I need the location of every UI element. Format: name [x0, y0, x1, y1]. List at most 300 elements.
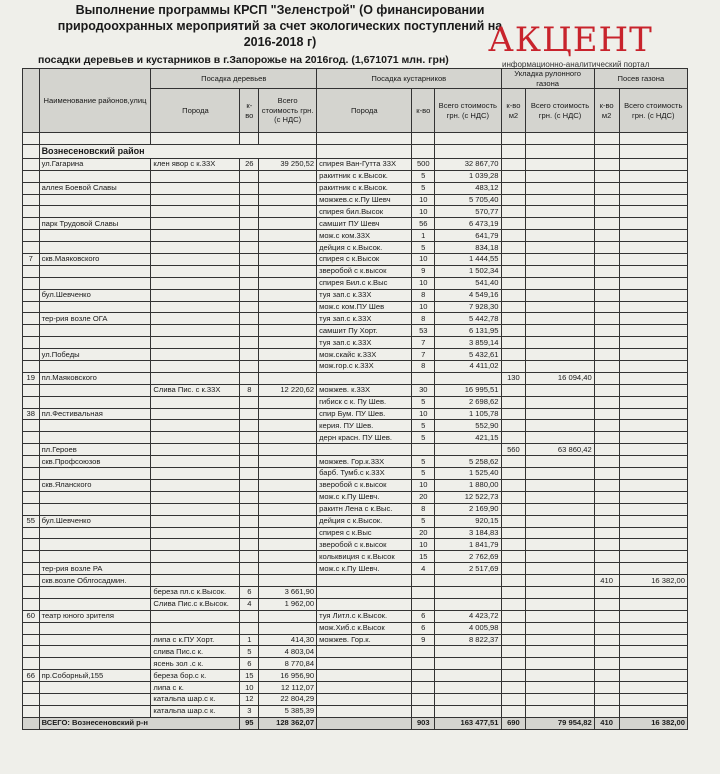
- shrub-qty: 10: [412, 479, 435, 491]
- shrub-qty: 5: [412, 456, 435, 468]
- shrub-breed: мож.с ком.ПУ Шев: [317, 301, 412, 313]
- tree-breed: [151, 479, 240, 491]
- tree-cost: [259, 277, 317, 289]
- tree-cost: [259, 396, 317, 408]
- shrub-qty: 15: [412, 551, 435, 563]
- lawn-qty: [501, 563, 526, 575]
- shrub-breed: туя зап.с к.33Х: [317, 337, 412, 349]
- tree-qty: [240, 563, 259, 575]
- lawn-cost: [526, 491, 594, 503]
- tree-breed: ясень зол .с к.: [151, 658, 240, 670]
- lawn-cost: [526, 337, 594, 349]
- tree-cost: [259, 563, 317, 575]
- lawn-qty: [501, 242, 526, 254]
- lawn-cost: [526, 658, 594, 670]
- lawn-cost: [526, 575, 594, 587]
- sowing-cost: [619, 158, 687, 170]
- street-name: бул.Шевченко: [39, 515, 151, 527]
- lawn-qty: [501, 610, 526, 622]
- street-name: [39, 301, 151, 313]
- street-name: [39, 432, 151, 444]
- lawn-qty: [501, 254, 526, 266]
- tree-cost: 5 385,39: [259, 705, 317, 717]
- lawn-qty: [501, 539, 526, 551]
- tree-breed: [151, 515, 240, 527]
- sowing-cost: [619, 372, 687, 384]
- lawn-qty: [501, 503, 526, 515]
- shrub-cost: 570,77: [435, 206, 501, 218]
- shrub-breed: туя зап.с к.33Х: [317, 289, 412, 301]
- header-shrub-qty: к-во: [412, 89, 435, 133]
- lawn-cost: [526, 598, 594, 610]
- tree-breed: [151, 396, 240, 408]
- sowing-qty: [594, 301, 619, 313]
- shrub-cost: 1 039,28: [435, 170, 501, 182]
- row-number: [23, 539, 40, 551]
- lawn-qty: [501, 658, 526, 670]
- table-row: [23, 277, 688, 289]
- lawn-cost: [526, 539, 594, 551]
- tree-breed: [151, 468, 240, 480]
- sowing-cost: [619, 277, 687, 289]
- row-number: 60: [23, 610, 40, 622]
- shrub-breed: спирея с к.Выс: [317, 527, 412, 539]
- tree-qty: [240, 325, 259, 337]
- sowing-qty: [594, 444, 619, 456]
- shrub-qty: 20: [412, 491, 435, 503]
- lawn-qty: [501, 384, 526, 396]
- tree-breed: липа с к.ПУ Хорт.: [151, 634, 240, 646]
- sowing-cost: [619, 337, 687, 349]
- shrub-qty: 10: [412, 206, 435, 218]
- sowing-cost: [619, 444, 687, 456]
- street-name: [39, 491, 151, 503]
- tree-breed: [151, 277, 240, 289]
- tree-cost: [259, 610, 317, 622]
- sowing-cost: [619, 289, 687, 301]
- shrub-qty: [412, 658, 435, 670]
- lawn-qty: [501, 634, 526, 646]
- shrub-qty: 10: [412, 277, 435, 289]
- shrub-breed: ракитник с к.Высок.: [317, 182, 412, 194]
- sowing-cost: [619, 705, 687, 717]
- sowing-cost: [619, 206, 687, 218]
- lawn-cost: [526, 610, 594, 622]
- street-name: [39, 325, 151, 337]
- district-title: Вознесеновский район: [39, 144, 317, 158]
- shrub-qty: 5: [412, 432, 435, 444]
- shrub-qty: 9: [412, 634, 435, 646]
- shrub-cost: 641,79: [435, 230, 501, 242]
- shrub-qty: 5: [412, 182, 435, 194]
- row-number: [23, 289, 40, 301]
- tree-qty: 12: [240, 693, 259, 705]
- row-number: [23, 384, 40, 396]
- tree-cost: [259, 551, 317, 563]
- table-row: [23, 230, 688, 242]
- tree-cost: [259, 575, 317, 587]
- street-name: тер-рия возле ОГА: [39, 313, 151, 325]
- sowing-cost: [619, 551, 687, 563]
- shrub-qty: 6: [412, 622, 435, 634]
- shrub-breed: можжев. Гор.к.33Х: [317, 456, 412, 468]
- sowing-cost: [619, 170, 687, 182]
- row-number: [23, 158, 40, 170]
- tree-cost: [259, 622, 317, 634]
- shrub-cost: 2 517,69: [435, 563, 501, 575]
- lawn-cost: [526, 301, 594, 313]
- street-name: пл.Героев: [39, 444, 151, 456]
- street-name: бул.Шевченко: [39, 289, 151, 301]
- header-sowing-qty: к-во м2: [594, 89, 619, 133]
- lawn-qty: [501, 349, 526, 361]
- street-name: [39, 586, 151, 598]
- sowing-cost: [619, 598, 687, 610]
- sowing-qty: [594, 610, 619, 622]
- shrub-breed: гибиск с к. Пу Шев.: [317, 396, 412, 408]
- tree-cost: [259, 242, 317, 254]
- title-line-2: природоохранных мероприятий за счет экологических поступлений на: [57, 19, 503, 33]
- shrub-cost: [435, 682, 501, 694]
- sowing-cost: [619, 503, 687, 515]
- lawn-cost: [526, 432, 594, 444]
- tree-qty: 6: [240, 586, 259, 598]
- table-row: [23, 646, 688, 658]
- tree-cost: [259, 325, 317, 337]
- table-row: [23, 420, 688, 432]
- sowing-cost: [619, 230, 687, 242]
- sowing-cost: [619, 634, 687, 646]
- row-number: [23, 230, 40, 242]
- lawn-qty: [501, 313, 526, 325]
- tree-breed: береза бор.с к.: [151, 670, 240, 682]
- tree-qty: [240, 242, 259, 254]
- lawn-qty: [501, 646, 526, 658]
- shrub-breed: [317, 575, 412, 587]
- sowing-qty: [594, 361, 619, 373]
- header-lawn-cost: Всего стоимость грн. (с НДС): [526, 89, 594, 133]
- tree-breed: [151, 242, 240, 254]
- tree-cost: [259, 206, 317, 218]
- shrub-cost: 12 522,73: [435, 491, 501, 503]
- shrub-qty: 500: [412, 158, 435, 170]
- sowing-cost: [619, 515, 687, 527]
- shrub-cost: 2 698,62: [435, 396, 501, 408]
- sowing-qty: [594, 206, 619, 218]
- header-shrub-breed: Порода: [317, 89, 412, 133]
- tree-qty: [240, 254, 259, 266]
- tree-cost: 39 250,52: [259, 158, 317, 170]
- tree-breed: [151, 301, 240, 313]
- portal-caption: информационно-аналитический портал: [502, 60, 650, 69]
- shrub-breed: [317, 646, 412, 658]
- tree-cost: [259, 527, 317, 539]
- sowing-cost: [619, 420, 687, 432]
- lawn-qty: [501, 586, 526, 598]
- row-number: [23, 218, 40, 230]
- shrub-qty: 8: [412, 313, 435, 325]
- shrub-cost: 4 005,98: [435, 622, 501, 634]
- shrub-breed: керия. ПУ Шев.: [317, 420, 412, 432]
- shrub-qty: 5: [412, 515, 435, 527]
- row-number: 19: [23, 372, 40, 384]
- row-number: [23, 349, 40, 361]
- row-number: 7: [23, 254, 40, 266]
- shrub-cost: 6 473,19: [435, 218, 501, 230]
- shrub-breed: самшит Пу Хорт.: [317, 325, 412, 337]
- lawn-cost: [526, 646, 594, 658]
- shrub-qty: [412, 693, 435, 705]
- tree-breed: [151, 372, 240, 384]
- shrub-cost: 3 184,83: [435, 527, 501, 539]
- shrub-breed: туя зап.с к.33Х: [317, 313, 412, 325]
- shrub-breed: [317, 444, 412, 456]
- table-row: [23, 682, 688, 694]
- subtitle: посадки деревьев и кустарников в г.Запорожье на 2016год. (1,671071 млн. грн): [38, 54, 449, 66]
- table-row: [23, 622, 688, 634]
- street-name: пр.Соборный,155: [39, 670, 151, 682]
- shrub-qty: 56: [412, 218, 435, 230]
- table-row: [23, 610, 688, 622]
- tree-breed: [151, 349, 240, 361]
- table-row: [23, 658, 688, 670]
- street-name: [39, 420, 151, 432]
- shrub-cost: 7 928,30: [435, 301, 501, 313]
- shrub-breed: зверобой с к.высок: [317, 479, 412, 491]
- shrub-cost: 2 762,69: [435, 551, 501, 563]
- sowing-cost: [619, 361, 687, 373]
- shrub-qty: 5: [412, 468, 435, 480]
- shrub-cost: 3 859,14: [435, 337, 501, 349]
- table-row: [23, 468, 688, 480]
- sowing-cost: [619, 682, 687, 694]
- table-row: [23, 551, 688, 563]
- tree-breed: [151, 325, 240, 337]
- street-name: [39, 634, 151, 646]
- shrub-breed: можжев.с к.Пу Шевч: [317, 194, 412, 206]
- header-tree-cost: Всего стоимость грн. (с НДС): [259, 89, 317, 133]
- row-number: [23, 682, 40, 694]
- row-number: [23, 313, 40, 325]
- tree-qty: 3: [240, 705, 259, 717]
- street-name: [39, 265, 151, 277]
- row-number: [23, 277, 40, 289]
- tree-qty: 1: [240, 634, 259, 646]
- total-sowing-qty: 410: [594, 717, 619, 729]
- tree-cost: [259, 254, 317, 266]
- tree-cost: [259, 456, 317, 468]
- shrub-breed: спирея Ван-Гутта 33Х: [317, 158, 412, 170]
- table-row: [23, 670, 688, 682]
- lawn-cost: [526, 313, 594, 325]
- lawn-cost: [526, 230, 594, 242]
- tree-breed: [151, 551, 240, 563]
- shrub-cost: 1 525,40: [435, 468, 501, 480]
- shrub-breed: можжев. Гор.к.: [317, 634, 412, 646]
- lawn-qty: 560: [501, 444, 526, 456]
- sowing-cost: [619, 527, 687, 539]
- tree-breed: [151, 575, 240, 587]
- tree-breed: клен явор с к.33Х: [151, 158, 240, 170]
- row-number: 66: [23, 670, 40, 682]
- shrub-qty: 6: [412, 610, 435, 622]
- tree-qty: [240, 218, 259, 230]
- shrub-qty: 8: [412, 289, 435, 301]
- lawn-qty: [501, 194, 526, 206]
- lawn-qty: [501, 230, 526, 242]
- lawn-cost: [526, 325, 594, 337]
- tree-qty: [240, 396, 259, 408]
- tree-cost: 12 220,62: [259, 384, 317, 396]
- lawn-cost: 63 860,42: [526, 444, 594, 456]
- shrub-cost: 834,18: [435, 242, 501, 254]
- street-name: [39, 551, 151, 563]
- sowing-qty: [594, 503, 619, 515]
- tree-breed: [151, 254, 240, 266]
- tree-cost: [259, 313, 317, 325]
- tree-breed: [151, 182, 240, 194]
- sowing-qty: [594, 408, 619, 420]
- lawn-qty: [501, 325, 526, 337]
- shrub-qty: 8: [412, 361, 435, 373]
- row-number: [23, 325, 40, 337]
- lawn-cost: [526, 349, 594, 361]
- sowing-cost: [619, 242, 687, 254]
- sowing-qty: [594, 277, 619, 289]
- shrub-breed: мож.скайс к.33Х: [317, 349, 412, 361]
- lawn-cost: [526, 634, 594, 646]
- tree-qty: [240, 206, 259, 218]
- shrub-qty: 8: [412, 503, 435, 515]
- street-name: [39, 277, 151, 289]
- sowing-cost: [619, 491, 687, 503]
- lawn-cost: [526, 277, 594, 289]
- shrub-breed: мож.гор.с к.33Х: [317, 361, 412, 373]
- tree-qty: [240, 622, 259, 634]
- street-name: тер-рия возле РА: [39, 563, 151, 575]
- shrub-cost: 32 867,70: [435, 158, 501, 170]
- title-line-3: 2016-2018 г): [243, 35, 317, 49]
- tree-qty: [240, 265, 259, 277]
- shrub-qty: [412, 705, 435, 717]
- sowing-cost: [619, 301, 687, 313]
- shrub-cost: [435, 598, 501, 610]
- table-row: [23, 384, 688, 396]
- tree-cost: 22 804,29: [259, 693, 317, 705]
- lawn-qty: [501, 575, 526, 587]
- shrub-breed: [317, 372, 412, 384]
- row-number: [23, 598, 40, 610]
- sowing-qty: [594, 705, 619, 717]
- sowing-qty: [594, 598, 619, 610]
- lawn-qty: [501, 670, 526, 682]
- shrub-cost: 5 432,61: [435, 349, 501, 361]
- lawn-cost: [526, 420, 594, 432]
- lawn-qty: [501, 432, 526, 444]
- total-lawn-qty: 690: [501, 717, 526, 729]
- shrub-qty: 10: [412, 539, 435, 551]
- street-name: [39, 384, 151, 396]
- table-row: [23, 170, 688, 182]
- street-name: [39, 230, 151, 242]
- table-row: [23, 408, 688, 420]
- tree-breed: слива Пис.с к.: [151, 646, 240, 658]
- lawn-qty: [501, 598, 526, 610]
- shrub-breed: мож.с к.Пу Шевч.: [317, 491, 412, 503]
- lawn-cost: [526, 456, 594, 468]
- sowing-qty: [594, 182, 619, 194]
- shrub-breed: барб. Тумб.с к.33Х: [317, 468, 412, 480]
- sowing-cost: [619, 408, 687, 420]
- lawn-cost: [526, 361, 594, 373]
- shrub-cost: [435, 658, 501, 670]
- lawn-cost: [526, 705, 594, 717]
- tree-cost: [259, 408, 317, 420]
- row-number: [23, 634, 40, 646]
- table-row: [23, 515, 688, 527]
- lawn-qty: [501, 693, 526, 705]
- shrub-cost: 1 502,34: [435, 265, 501, 277]
- tree-cost: [259, 265, 317, 277]
- sowing-cost: [619, 432, 687, 444]
- street-name: ул.Гагарина: [39, 158, 151, 170]
- shrub-qty: 20: [412, 527, 435, 539]
- row-number: [23, 432, 40, 444]
- shrub-breed: [317, 682, 412, 694]
- shrub-qty: 7: [412, 349, 435, 361]
- lawn-qty: [501, 420, 526, 432]
- shrub-breed: [317, 658, 412, 670]
- street-name: скв.возле Облгосадмин.: [39, 575, 151, 587]
- tree-cost: [259, 503, 317, 515]
- shrub-cost: [435, 586, 501, 598]
- row-number: [23, 265, 40, 277]
- table-row: [23, 265, 688, 277]
- lawn-qty: [501, 682, 526, 694]
- shrub-qty: 53: [412, 325, 435, 337]
- street-name: [39, 539, 151, 551]
- lawn-cost: [526, 527, 594, 539]
- shrub-qty: 7: [412, 337, 435, 349]
- tree-breed: [151, 170, 240, 182]
- sowing-qty: [594, 158, 619, 170]
- row-number: [23, 503, 40, 515]
- tree-breed: [151, 206, 240, 218]
- lawn-cost: [526, 468, 594, 480]
- shrub-qty: [412, 372, 435, 384]
- shrub-cost: 421,15: [435, 432, 501, 444]
- tree-qty: [240, 575, 259, 587]
- shrub-breed: туя Литл.с к.Высок.: [317, 610, 412, 622]
- shrub-cost: [435, 372, 501, 384]
- tree-cost: [259, 420, 317, 432]
- shrub-cost: 5 258,62: [435, 456, 501, 468]
- street-name: [39, 206, 151, 218]
- tree-breed: [151, 265, 240, 277]
- lawn-cost: [526, 563, 594, 575]
- table-row: [23, 361, 688, 373]
- shrub-cost: 1 105,78: [435, 408, 501, 420]
- tree-qty: 15: [240, 670, 259, 682]
- sowing-qty: [594, 658, 619, 670]
- header-number: [23, 69, 40, 133]
- row-number: [23, 527, 40, 539]
- shrub-qty: 5: [412, 170, 435, 182]
- table-row: [23, 301, 688, 313]
- tree-qty: [240, 468, 259, 480]
- tree-cost: [259, 349, 317, 361]
- lawn-qty: [501, 456, 526, 468]
